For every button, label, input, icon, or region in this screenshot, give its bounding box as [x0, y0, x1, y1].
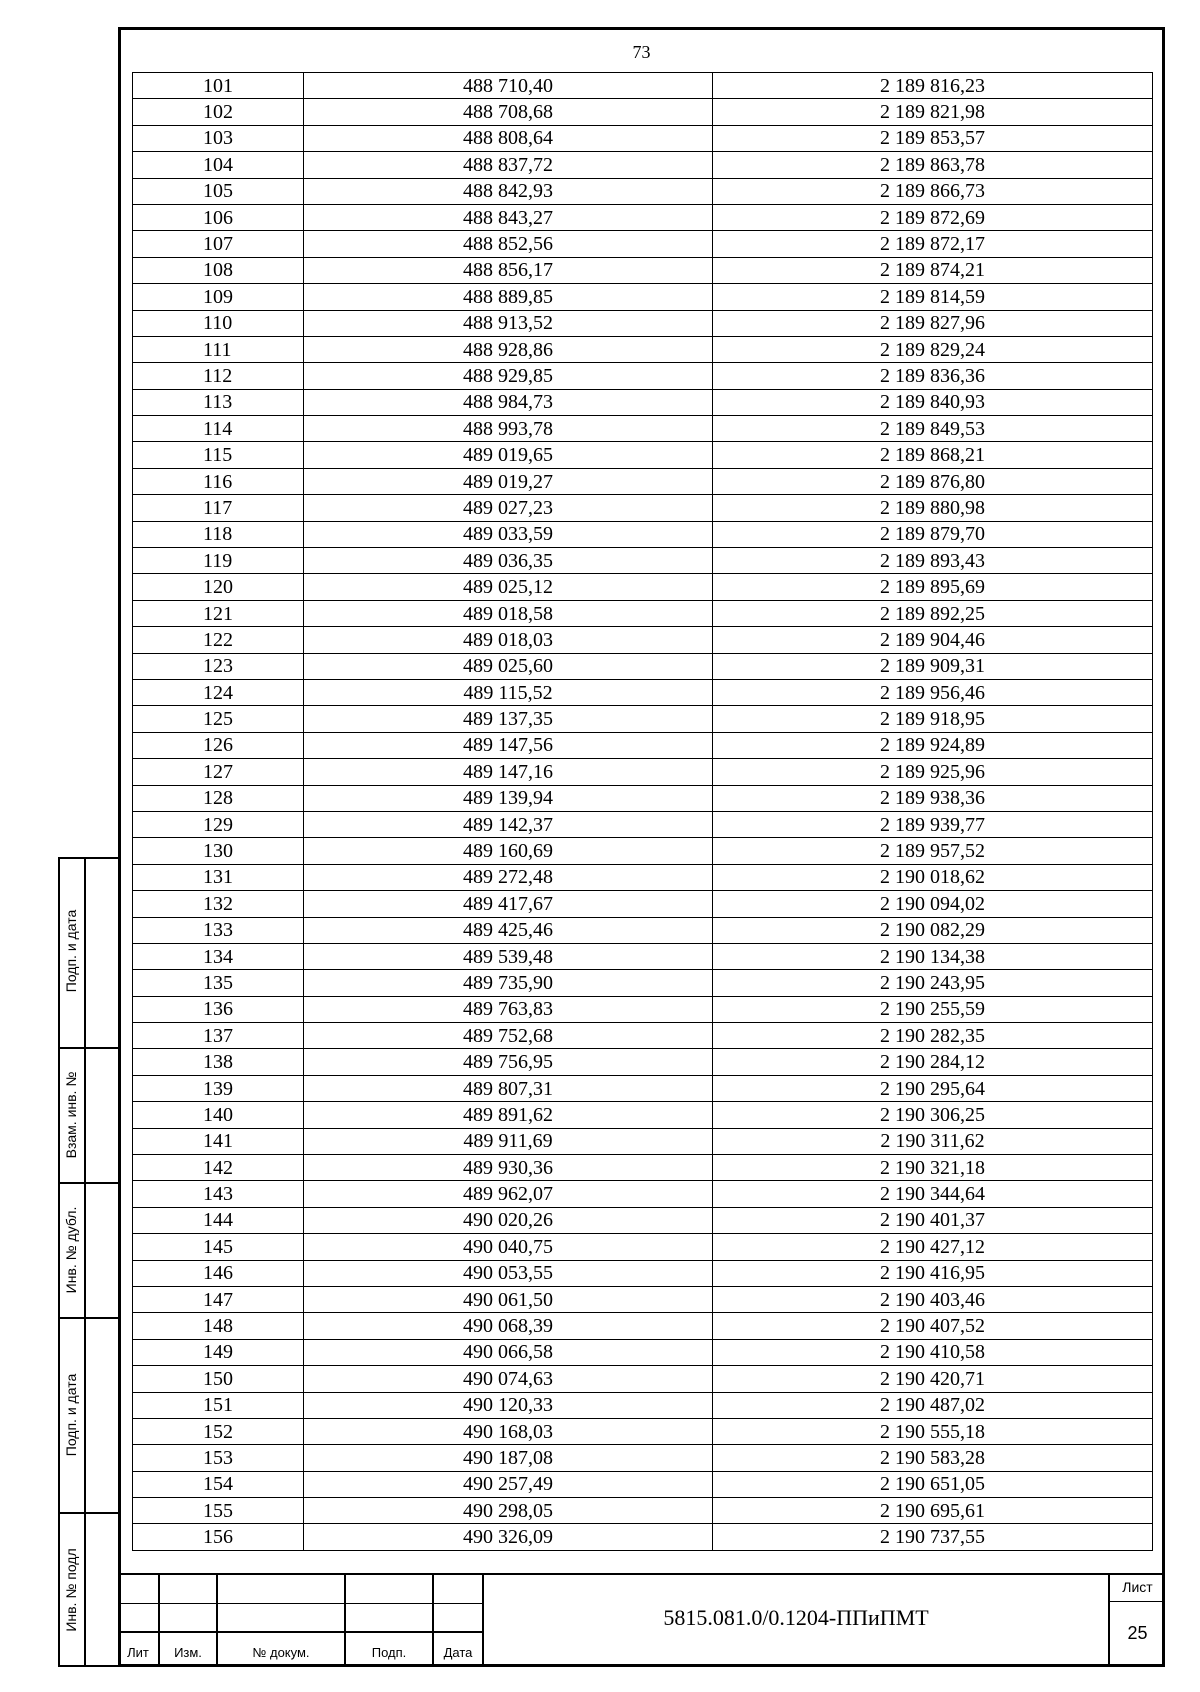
x-coordinate-cell: 488 889,85: [304, 284, 713, 310]
table-row: [133, 996, 1153, 1022]
point-number-cell: 110: [133, 310, 304, 336]
table-row: [133, 1471, 1153, 1497]
point-number-cell: 120: [133, 574, 304, 600]
table-row: [133, 442, 1153, 468]
point-number-cell: 136: [133, 996, 304, 1022]
duplicate-inventory-label: Инв. № дубл.: [63, 1206, 79, 1294]
y-coordinate-cell: 2 189 872,69: [713, 204, 1153, 230]
x-coordinate-cell: 489 539,48: [304, 943, 713, 969]
table-row: [133, 231, 1153, 257]
y-coordinate-cell: 2 190 321,18: [713, 1155, 1153, 1181]
table-row: [133, 1155, 1153, 1181]
col-izm-label: Изм.: [174, 1645, 202, 1660]
table-row: [133, 1023, 1153, 1049]
x-coordinate-cell: 488 929,85: [304, 363, 713, 389]
table-row: [133, 548, 1153, 574]
x-coordinate-cell: 490 257,49: [304, 1471, 713, 1497]
point-number-cell: 155: [133, 1498, 304, 1524]
point-number-cell: 126: [133, 732, 304, 758]
table-row: [133, 706, 1153, 732]
point-number-cell: 142: [133, 1155, 304, 1181]
sign-date-label-1: Подп. и дата: [63, 909, 79, 993]
x-coordinate-cell: 489 036,35: [304, 548, 713, 574]
y-coordinate-cell: 2 190 487,02: [713, 1392, 1153, 1418]
table-row: [133, 970, 1153, 996]
point-number-cell: 103: [133, 125, 304, 151]
y-coordinate-cell: 2 189 827,96: [713, 310, 1153, 336]
point-number-cell: 130: [133, 838, 304, 864]
y-coordinate-cell: 2 189 895,69: [713, 574, 1153, 600]
x-coordinate-cell: 489 272,48: [304, 864, 713, 890]
y-coordinate-cell: 2 189 840,93: [713, 389, 1153, 415]
x-coordinate-cell: 489 962,07: [304, 1181, 713, 1207]
table-row: [133, 416, 1153, 442]
x-coordinate-cell: 490 168,03: [304, 1418, 713, 1444]
page-number: 73: [632, 42, 651, 62]
y-coordinate-cell: 2 189 836,36: [713, 363, 1153, 389]
table-row: [133, 152, 1153, 178]
x-coordinate-cell: 489 147,56: [304, 732, 713, 758]
table-row: [133, 653, 1153, 679]
point-number-cell: 149: [133, 1339, 304, 1365]
table-row: [133, 1445, 1153, 1471]
table-row: [133, 284, 1153, 310]
x-coordinate-cell: 489 425,46: [304, 917, 713, 943]
table-row: [133, 574, 1153, 600]
table-row: [133, 1498, 1153, 1524]
y-coordinate-cell: 2 189 956,46: [713, 679, 1153, 705]
x-coordinate-cell: 489 115,52: [304, 679, 713, 705]
point-number-cell: 131: [133, 864, 304, 890]
point-number-cell: 111: [133, 336, 304, 362]
x-coordinate-cell: 490 298,05: [304, 1498, 713, 1524]
table-row: [133, 1207, 1153, 1233]
y-coordinate-cell: 2 190 295,64: [713, 1075, 1153, 1101]
y-coordinate-cell: 2 190 651,05: [713, 1471, 1153, 1497]
x-coordinate-cell: 489 160,69: [304, 838, 713, 864]
col-doc-number-label: № докум.: [252, 1645, 310, 1660]
table-row: [133, 759, 1153, 785]
x-coordinate-cell: 489 025,12: [304, 574, 713, 600]
x-coordinate-cell: 489 018,58: [304, 600, 713, 626]
x-coordinate-cell: 489 735,90: [304, 970, 713, 996]
table-row: [133, 1339, 1153, 1365]
y-coordinate-cell: 2 190 243,95: [713, 970, 1153, 996]
x-coordinate-cell: 488 993,78: [304, 416, 713, 442]
margin-stamp: [58, 857, 118, 1667]
y-coordinate-cell: 2 190 018,62: [713, 864, 1153, 890]
document-code: 5815.081.0/0.1204-ППиПМТ: [663, 1605, 929, 1630]
x-coordinate-cell: 488 842,93: [304, 178, 713, 204]
point-number-cell: 121: [133, 600, 304, 626]
point-number-cell: 133: [133, 917, 304, 943]
y-coordinate-cell: 2 190 401,37: [713, 1207, 1153, 1233]
x-coordinate-cell: 488 808,64: [304, 125, 713, 151]
y-coordinate-cell: 2 190 420,71: [713, 1366, 1153, 1392]
x-coordinate-cell: 489 019,65: [304, 442, 713, 468]
y-coordinate-cell: 2 190 410,58: [713, 1339, 1153, 1365]
point-number-cell: 116: [133, 468, 304, 494]
point-number-cell: 112: [133, 363, 304, 389]
y-coordinate-cell: 2 189 893,43: [713, 548, 1153, 574]
x-coordinate-cell: 488 837,72: [304, 152, 713, 178]
table-row: [133, 1234, 1153, 1260]
table-row: [133, 627, 1153, 653]
table-row: [133, 521, 1153, 547]
table-row: [133, 99, 1153, 125]
y-coordinate-cell: 2 190 583,28: [713, 1445, 1153, 1471]
table-row: [133, 204, 1153, 230]
y-coordinate-cell: 2 189 925,96: [713, 759, 1153, 785]
table-row: [133, 1418, 1153, 1444]
point-number-cell: 105: [133, 178, 304, 204]
table-row: [133, 811, 1153, 837]
point-number-cell: 104: [133, 152, 304, 178]
y-coordinate-cell: 2 190 094,02: [713, 891, 1153, 917]
table-row: [133, 1524, 1153, 1550]
point-number-cell: 144: [133, 1207, 304, 1233]
point-number-cell: 148: [133, 1313, 304, 1339]
y-coordinate-cell: 2 189 924,89: [713, 732, 1153, 758]
x-coordinate-cell: 489 033,59: [304, 521, 713, 547]
x-coordinate-cell: 490 068,39: [304, 1313, 713, 1339]
x-coordinate-cell: 488 928,86: [304, 336, 713, 362]
table-row: [133, 310, 1153, 336]
x-coordinate-cell: 489 142,37: [304, 811, 713, 837]
point-number-cell: 129: [133, 811, 304, 837]
x-coordinate-cell: 489 911,69: [304, 1128, 713, 1154]
x-coordinate-cell: 490 120,33: [304, 1392, 713, 1418]
point-number-cell: 150: [133, 1366, 304, 1392]
sheet-label: Лист: [1122, 1579, 1153, 1595]
table-row: [133, 1286, 1153, 1312]
y-coordinate-cell: 2 189 863,78: [713, 152, 1153, 178]
table-row: [133, 917, 1153, 943]
y-coordinate-cell: 2 190 344,64: [713, 1181, 1153, 1207]
table-row: [133, 1392, 1153, 1418]
point-number-cell: 132: [133, 891, 304, 917]
table-row: [133, 178, 1153, 204]
sheet-number: 25: [1127, 1623, 1148, 1643]
point-number-cell: 101: [133, 73, 304, 99]
y-coordinate-cell: 2 189 872,17: [713, 231, 1153, 257]
point-number-cell: 156: [133, 1524, 304, 1550]
replaced-inventory-label: Взам. инв. №: [63, 1071, 79, 1159]
y-coordinate-cell: 2 190 255,59: [713, 996, 1153, 1022]
table-row: [133, 363, 1153, 389]
y-coordinate-cell: 2 190 407,52: [713, 1313, 1153, 1339]
x-coordinate-cell: 489 025,60: [304, 653, 713, 679]
y-coordinate-cell: 2 189 880,98: [713, 495, 1153, 521]
point-number-cell: 127: [133, 759, 304, 785]
table-row: [133, 1102, 1153, 1128]
table-row: [133, 1366, 1153, 1392]
y-coordinate-cell: 2 189 829,24: [713, 336, 1153, 362]
point-number-cell: 138: [133, 1049, 304, 1075]
table-row: [133, 679, 1153, 705]
table-row: [133, 336, 1153, 362]
y-coordinate-cell: 2 190 284,12: [713, 1049, 1153, 1075]
x-coordinate-cell: 489 930,36: [304, 1155, 713, 1181]
point-number-cell: 119: [133, 548, 304, 574]
col-date-label: Дата: [443, 1645, 473, 1660]
x-coordinate-cell: 490 326,09: [304, 1524, 713, 1550]
point-number-cell: 128: [133, 785, 304, 811]
point-number-cell: 140: [133, 1102, 304, 1128]
x-coordinate-cell: 488 984,73: [304, 389, 713, 415]
y-coordinate-cell: 2 189 853,57: [713, 125, 1153, 151]
x-coordinate-cell: 488 843,27: [304, 204, 713, 230]
y-coordinate-cell: 2 190 403,46: [713, 1286, 1153, 1312]
point-number-cell: 106: [133, 204, 304, 230]
point-number-cell: 141: [133, 1128, 304, 1154]
y-coordinate-cell: 2 190 416,95: [713, 1260, 1153, 1286]
x-coordinate-cell: 490 020,26: [304, 1207, 713, 1233]
x-coordinate-cell: 488 913,52: [304, 310, 713, 336]
y-coordinate-cell: 2 190 306,25: [713, 1102, 1153, 1128]
table-row: [133, 1128, 1153, 1154]
point-number-cell: 146: [133, 1260, 304, 1286]
point-number-cell: 135: [133, 970, 304, 996]
table-row: [133, 389, 1153, 415]
y-coordinate-cell: 2 190 134,38: [713, 943, 1153, 969]
col-signature-label: Подп.: [371, 1645, 407, 1660]
x-coordinate-cell: 490 187,08: [304, 1445, 713, 1471]
point-number-cell: 113: [133, 389, 304, 415]
table-row: [133, 891, 1153, 917]
y-coordinate-cell: 2 189 868,21: [713, 442, 1153, 468]
point-number-cell: 122: [133, 627, 304, 653]
point-number-cell: 145: [133, 1234, 304, 1260]
y-coordinate-cell: 2 190 695,61: [713, 1498, 1153, 1524]
table-row: [133, 1313, 1153, 1339]
y-coordinate-cell: 2 189 939,77: [713, 811, 1153, 837]
table-row: [133, 257, 1153, 283]
x-coordinate-cell: 489 891,62: [304, 1102, 713, 1128]
y-coordinate-cell: 2 189 938,36: [713, 785, 1153, 811]
point-number-cell: 108: [133, 257, 304, 283]
y-coordinate-cell: 2 189 892,25: [713, 600, 1153, 626]
x-coordinate-cell: 490 061,50: [304, 1286, 713, 1312]
y-coordinate-cell: 2 189 876,80: [713, 468, 1153, 494]
x-coordinate-cell: 489 756,95: [304, 1049, 713, 1075]
table-row: [133, 1181, 1153, 1207]
table-row: [133, 125, 1153, 151]
table-row: [133, 468, 1153, 494]
y-coordinate-cell: 2 190 311,62: [713, 1128, 1153, 1154]
x-coordinate-cell: 490 040,75: [304, 1234, 713, 1260]
page-frame: [118, 27, 1165, 1667]
x-coordinate-cell: 488 710,40: [304, 73, 713, 99]
point-number-cell: 151: [133, 1392, 304, 1418]
point-number-cell: 139: [133, 1075, 304, 1101]
y-coordinate-cell: 2 190 427,12: [713, 1234, 1153, 1260]
y-coordinate-cell: 2 189 957,52: [713, 838, 1153, 864]
sign-date-label-2: Подп. и дата: [63, 1373, 79, 1457]
table-row: [133, 1075, 1153, 1101]
point-number-cell: 152: [133, 1418, 304, 1444]
x-coordinate-cell: 489 027,23: [304, 495, 713, 521]
point-number-cell: 125: [133, 706, 304, 732]
point-number-cell: 117: [133, 495, 304, 521]
point-number-cell: 137: [133, 1023, 304, 1049]
table-row: [133, 600, 1153, 626]
y-coordinate-cell: 2 189 879,70: [713, 521, 1153, 547]
x-coordinate-cell: 489 147,16: [304, 759, 713, 785]
table-row: [133, 838, 1153, 864]
x-coordinate-cell: 490 053,55: [304, 1260, 713, 1286]
y-coordinate-cell: 2 189 821,98: [713, 99, 1153, 125]
table-row: [133, 495, 1153, 521]
x-coordinate-cell: 489 019,27: [304, 468, 713, 494]
point-number-cell: 154: [133, 1471, 304, 1497]
y-coordinate-cell: 2 189 866,73: [713, 178, 1153, 204]
x-coordinate-cell: 489 752,68: [304, 1023, 713, 1049]
point-number-cell: 147: [133, 1286, 304, 1312]
point-number-cell: 107: [133, 231, 304, 257]
point-number-cell: 114: [133, 416, 304, 442]
y-coordinate-cell: 2 189 816,23: [713, 73, 1153, 99]
coordinates-table: [132, 72, 1153, 1551]
y-coordinate-cell: 2 189 814,59: [713, 284, 1153, 310]
table-row: [133, 943, 1153, 969]
table-row: [133, 732, 1153, 758]
point-number-cell: 115: [133, 442, 304, 468]
x-coordinate-cell: 489 763,83: [304, 996, 713, 1022]
point-number-cell: 134: [133, 943, 304, 969]
point-number-cell: 143: [133, 1181, 304, 1207]
y-coordinate-cell: 2 189 904,46: [713, 627, 1153, 653]
col-lit-label: Лит: [127, 1645, 149, 1660]
y-coordinate-cell: 2 190 737,55: [713, 1524, 1153, 1550]
table-row: [133, 73, 1153, 99]
point-number-cell: 109: [133, 284, 304, 310]
x-coordinate-cell: 490 066,58: [304, 1339, 713, 1365]
point-number-cell: 124: [133, 679, 304, 705]
x-coordinate-cell: 489 417,67: [304, 891, 713, 917]
original-inventory-label: Инв. № подл: [63, 1548, 79, 1632]
table-row: [133, 864, 1153, 890]
x-coordinate-cell: 489 137,35: [304, 706, 713, 732]
table-row: [133, 785, 1153, 811]
title-block: [118, 1573, 1165, 1667]
x-coordinate-cell: 488 856,17: [304, 257, 713, 283]
y-coordinate-cell: 2 189 874,21: [713, 257, 1153, 283]
x-coordinate-cell: 489 807,31: [304, 1075, 713, 1101]
x-coordinate-cell: 489 139,94: [304, 785, 713, 811]
x-coordinate-cell: 488 708,68: [304, 99, 713, 125]
y-coordinate-cell: 2 189 909,31: [713, 653, 1153, 679]
y-coordinate-cell: 2 189 918,95: [713, 706, 1153, 732]
y-coordinate-cell: 2 190 555,18: [713, 1418, 1153, 1444]
point-number-cell: 153: [133, 1445, 304, 1471]
x-coordinate-cell: 489 018,03: [304, 627, 713, 653]
point-number-cell: 123: [133, 653, 304, 679]
y-coordinate-cell: 2 189 849,53: [713, 416, 1153, 442]
y-coordinate-cell: 2 190 082,29: [713, 917, 1153, 943]
x-coordinate-cell: 488 852,56: [304, 231, 713, 257]
x-coordinate-cell: 490 074,63: [304, 1366, 713, 1392]
point-number-cell: 118: [133, 521, 304, 547]
point-number-cell: 102: [133, 99, 304, 125]
y-coordinate-cell: 2 190 282,35: [713, 1023, 1153, 1049]
table-row: [133, 1260, 1153, 1286]
table-row: [133, 1049, 1153, 1075]
